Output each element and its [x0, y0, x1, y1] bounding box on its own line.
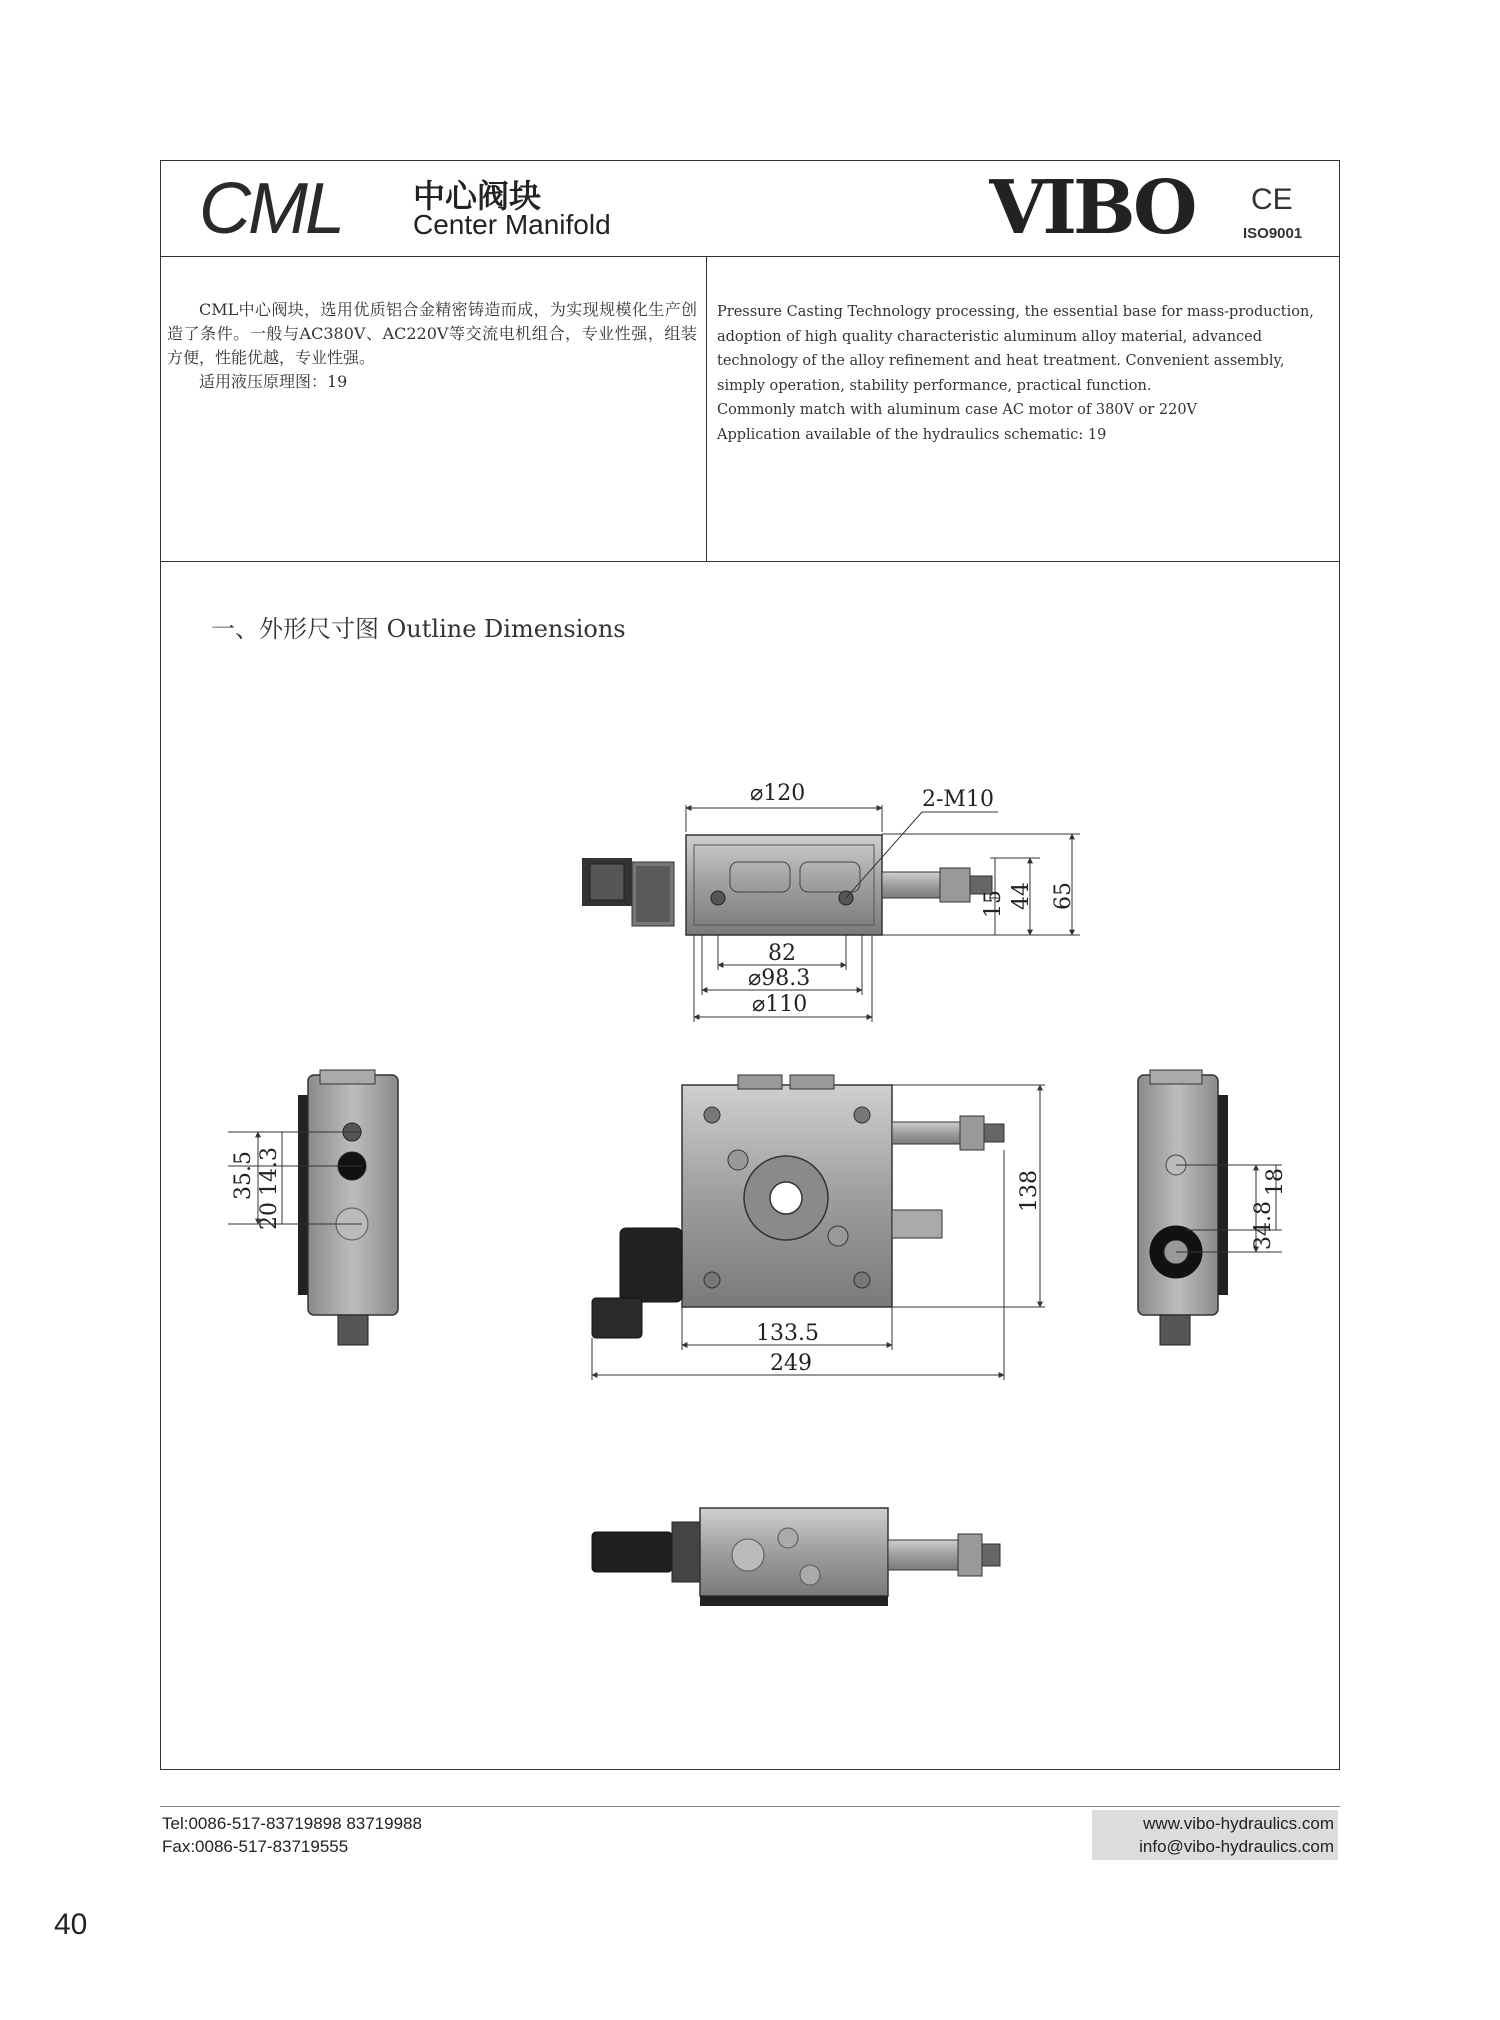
dim-15: 15 — [981, 890, 1006, 918]
footer-website[interactable]: www.vibo-hydraulics.com — [1143, 1814, 1334, 1833]
title-chinese: 中心阀块 — [413, 177, 542, 215]
page-number: 40 — [54, 1908, 88, 1941]
en-paragraph: Pressure Casting Technology processing, the essential base for mass-production, adoption of high quality characteristic aluminum alloy material, advanced technology of the alloy refinement and heat treatment. Convenient assembly, simply operation, stability performance, practical function. — [717, 304, 1314, 394]
ce-mark: CE — [1251, 183, 1293, 216]
en-schematic-line: Application available of the hydraulics schematic: 19 — [717, 426, 1107, 443]
footer-tel: Tel:0086-517-83719898 83719988 — [162, 1814, 422, 1833]
model-code: CML — [199, 169, 343, 249]
manifold-body-right — [1138, 1075, 1218, 1315]
manifold-body-left — [308, 1075, 398, 1315]
manifold-body-bottom — [700, 1508, 888, 1596]
bottom-view — [592, 1508, 1000, 1606]
footer-fax: Fax:0086-517-83719555 — [162, 1837, 349, 1856]
dim-34-8: 34.8 — [1251, 1201, 1276, 1250]
svg-text:VIBO: VIBO — [989, 175, 1194, 237]
bolt-hole — [711, 891, 725, 905]
dim-44: 44 — [1009, 882, 1034, 910]
en-motor-line: Commonly match with aluminum case AC motor of 380V or 220V — [717, 402, 1198, 418]
footer-contact — [162, 1812, 422, 1858]
footer-web — [1092, 1810, 1338, 1860]
dim-65: 65 — [1051, 882, 1076, 910]
dim-20: 20 — [257, 1202, 282, 1230]
dim-133-5: 133.5 — [756, 1321, 819, 1346]
top-view — [582, 781, 1080, 1022]
cn-schematic: 适用液压原理图：19 — [199, 372, 348, 391]
cn-paragraph: CML中心阀块，选用优质铝合金精密铸造而成，为实现规模化生产创造了条件。一般与AC380V、AC220V等交流电机组合，专业性强，组装方便，性能优越，专业性强。 — [167, 300, 697, 367]
dim-18: 18 — [1263, 1168, 1288, 1196]
dim-d110: ⌀110 — [752, 992, 808, 1017]
right-side-view — [1138, 1070, 1288, 1345]
dim-82: 82 — [768, 941, 796, 966]
footer-email[interactable]: info@vibo-hydraulics.com — [1139, 1837, 1334, 1856]
section-title: 一、外形尺寸图 Outline Dimensions — [211, 615, 626, 643]
dim-thread: 2-M10 — [922, 787, 994, 812]
front-view — [592, 1075, 1045, 1380]
dim-d98-3: ⌀98.3 — [748, 966, 811, 991]
dim-14-3: 14.3 — [257, 1147, 282, 1196]
dim-35-5: 35.5 — [231, 1151, 256, 1200]
dim-249: 249 — [770, 1351, 812, 1376]
dim-d120: ⌀120 — [750, 781, 806, 806]
footer-rule — [160, 1806, 1340, 1807]
title-english: Center Manifold — [413, 209, 611, 240]
manifold-body-top — [686, 835, 882, 935]
iso-certification: ISO9001 — [1243, 225, 1303, 242]
center-bore — [770, 1182, 802, 1214]
left-side-view — [228, 1070, 398, 1345]
dim-138: 138 — [1017, 1170, 1042, 1212]
